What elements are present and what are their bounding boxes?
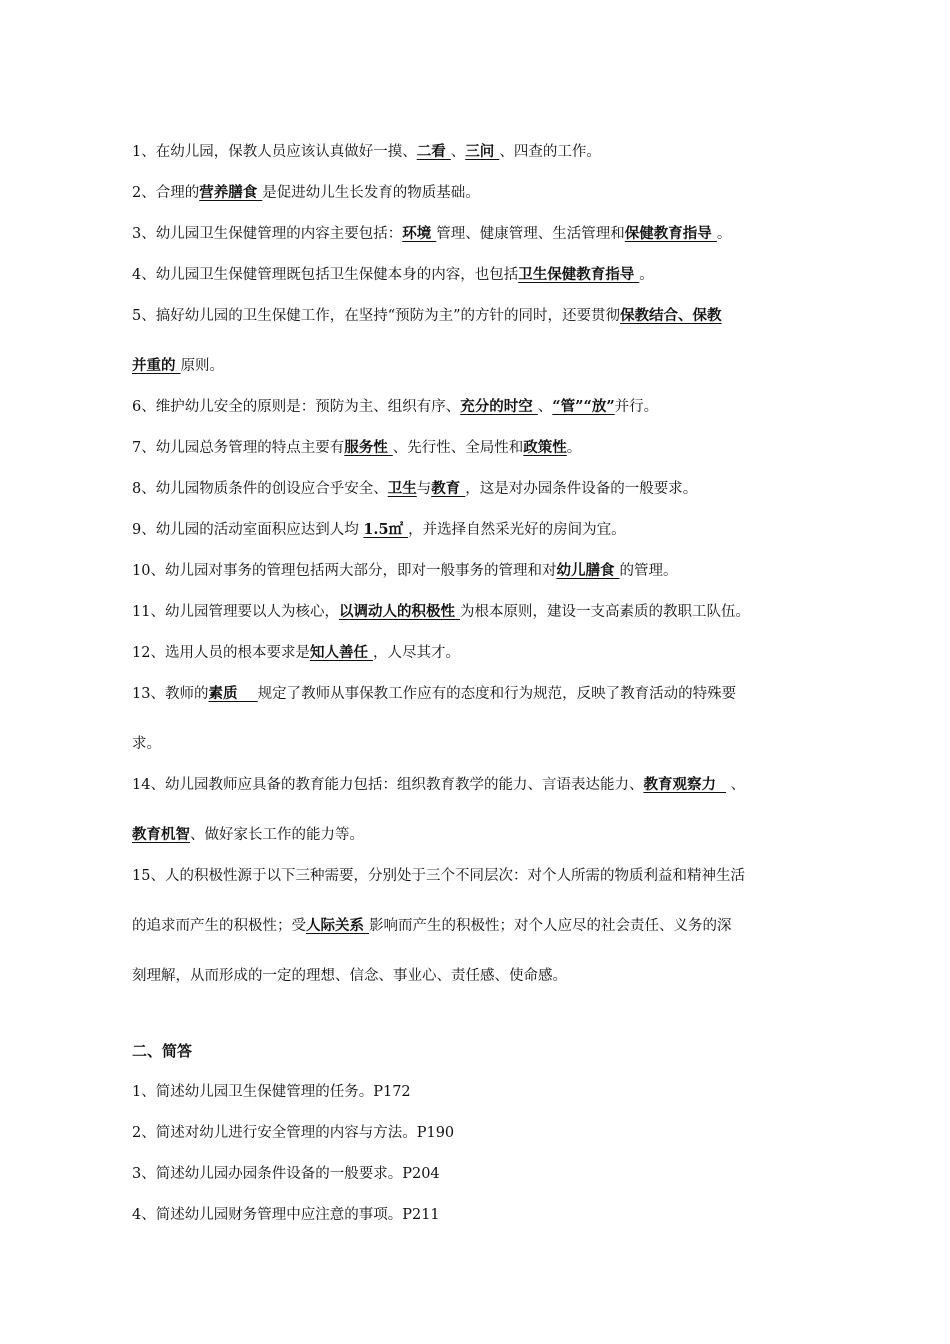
answer-blank: 充分的时空 [460, 398, 538, 415]
question-text: 与 [416, 481, 432, 497]
question-text: 3、幼儿园卫生保健管理的内容主要包括： [132, 226, 403, 242]
answer-blank: 保教结合、保教 [620, 307, 722, 324]
question-text: 11、幼儿园管理要以人为核心， [132, 604, 339, 620]
answer-blank: 保健教育指导 [624, 225, 717, 242]
question-11 [132, 599, 840, 640]
question-5 [132, 303, 840, 353]
section-spacer [132, 1004, 840, 1038]
short-answer-item: 2、简述对幼儿进行安全管理的内容与方法。P190 [132, 1125, 455, 1141]
short-answer-item: 1、简述幼儿园卫生保健管理的任务。P172 [132, 1084, 411, 1100]
answer-blank: 二看 [416, 143, 451, 160]
question-text: 9、幼儿园的活动室面积应达到人均 [132, 522, 364, 538]
question-text: ，人尽其才。 [373, 645, 461, 661]
answer-blank: 人际关系 [306, 917, 370, 934]
question-9 [132, 517, 840, 558]
answer-blank: 卫生 [387, 480, 417, 497]
answer-blank: “管”“放” [552, 398, 615, 415]
question-text: 规定了教师从事保教工作应有的态度和行为规范，反映了教育活动的特殊要 [257, 686, 737, 702]
question-text: 。 [566, 440, 582, 456]
answer-blank: 服务性 [344, 439, 393, 456]
question-text: 、 [726, 777, 746, 793]
question-text: 管理、健康管理、生活管理和 [436, 226, 625, 242]
question-text: 15、人的积极性源于以下三种需要，分别处于三个不同层次：对个人所需的物质利益和精神生活 [132, 868, 745, 884]
question-text: 。 [716, 226, 732, 242]
question-text: 、 [537, 399, 553, 415]
question-2 [132, 180, 840, 221]
question-text: 影响而产生的积极性；对个人应尽的社会责任、义务的深 [369, 918, 732, 934]
question-text: 的追求而产生的积极性；受 [132, 918, 306, 934]
short-answer-item: 4、简述幼儿园财务管理中应注意的事项。P211 [132, 1207, 440, 1223]
question-text: 2、合理的 [132, 185, 200, 201]
question-text: 并行。 [614, 399, 659, 415]
question-3 [132, 221, 840, 262]
answer-blank: 教育观察力 [643, 776, 727, 793]
question-text: 是促进幼儿生长发育的物质基础。 [262, 185, 480, 201]
answer-blank: 教育 [431, 480, 466, 497]
question-15-continued-2 [132, 963, 840, 1004]
answer-blank: 素质 [208, 685, 258, 702]
answer-blank: 幼儿膳食 [556, 562, 620, 579]
question-10 [132, 558, 840, 599]
answer-blank: 以调动人的积极性 [338, 603, 461, 620]
question-13 [132, 681, 840, 731]
question-text: 的管理。 [619, 563, 678, 579]
question-text: 、四查的工作。 [499, 144, 601, 160]
question-text: ，并选择自然采光好的房间为宜。 [408, 522, 626, 538]
question-text: 8、幼儿园物质条件的创设应合乎安全、 [132, 481, 388, 497]
question-7 [132, 435, 840, 476]
answer-blank: 三问 [465, 143, 500, 160]
question-12 [132, 640, 840, 681]
question-text: 刻理解，从而形成的一定的理想、信念、事业心、责任感、使命感。 [132, 968, 567, 984]
question-13-continued [132, 731, 840, 772]
answer-blank: 营养膳食 [199, 184, 263, 201]
question-8 [132, 476, 840, 517]
question-text: 。 [639, 267, 654, 283]
question-text: 7、幼儿园总务管理的特点主要有 [132, 440, 345, 456]
question-text: 14、幼儿园教师应具备的教育能力包括：组织教育教学的能力、言语表达能力、 [132, 777, 644, 793]
answer-blank: 知人善任 [309, 644, 374, 661]
answer-blank: 1.5㎡ [363, 521, 409, 538]
question-1 [132, 139, 840, 180]
question-text: 6、维护幼儿安全的原则是：预防为主、组织有序、 [132, 399, 461, 415]
answer-blank: 政策性 [523, 439, 567, 456]
question-text: 、先行性、全局性和 [392, 440, 524, 456]
question-text: 、 [450, 144, 466, 160]
question-14 [132, 772, 840, 822]
short-answer-item: 3、简述幼儿园办园条件设备的一般要求。P204 [132, 1166, 440, 1182]
answer-blank: 环境 [402, 225, 437, 242]
question-text: 为根本原则，建设一支高素质的教职工队伍。 [460, 604, 751, 620]
question-6 [132, 394, 840, 435]
answer-blank: 教育机智 [132, 826, 190, 843]
question-text: 求。 [132, 736, 161, 752]
question-15-continued [132, 913, 840, 963]
document-page [132, 139, 840, 1243]
question-14-continued [132, 822, 840, 863]
question-text: 原则。 [180, 358, 225, 374]
question-text: 13、教师的 [132, 686, 209, 702]
question-text: 12、选用人员的根本要求是 [132, 645, 310, 661]
answer-blank: 卫生保健教育指导 [518, 266, 640, 283]
answer-blank: 并重的 [132, 357, 181, 374]
question-text: ，这是对办园条件设备的一般要求。 [465, 481, 698, 497]
question-text: 5、搞好幼儿园的卫生保健工作，在坚持“预防为主”的方针的同时，还要贯彻 [132, 308, 621, 324]
question-4 [132, 262, 840, 303]
question-15 [132, 863, 840, 913]
question-text: 4、幼儿园卫生保健管理既包括卫生保健本身的内容，也包括 [132, 267, 519, 283]
question-text: 、做好家长工作的能力等。 [190, 827, 364, 843]
section-title: 二、简答 [132, 1042, 193, 1060]
question-5-continued [132, 353, 840, 394]
question-text: 1、在幼儿园，保教人员应该认真做好一摸、 [132, 144, 417, 160]
question-text: 10、幼儿园对事务的管理包括两大部分，即对一般事务的管理和对 [132, 563, 557, 579]
